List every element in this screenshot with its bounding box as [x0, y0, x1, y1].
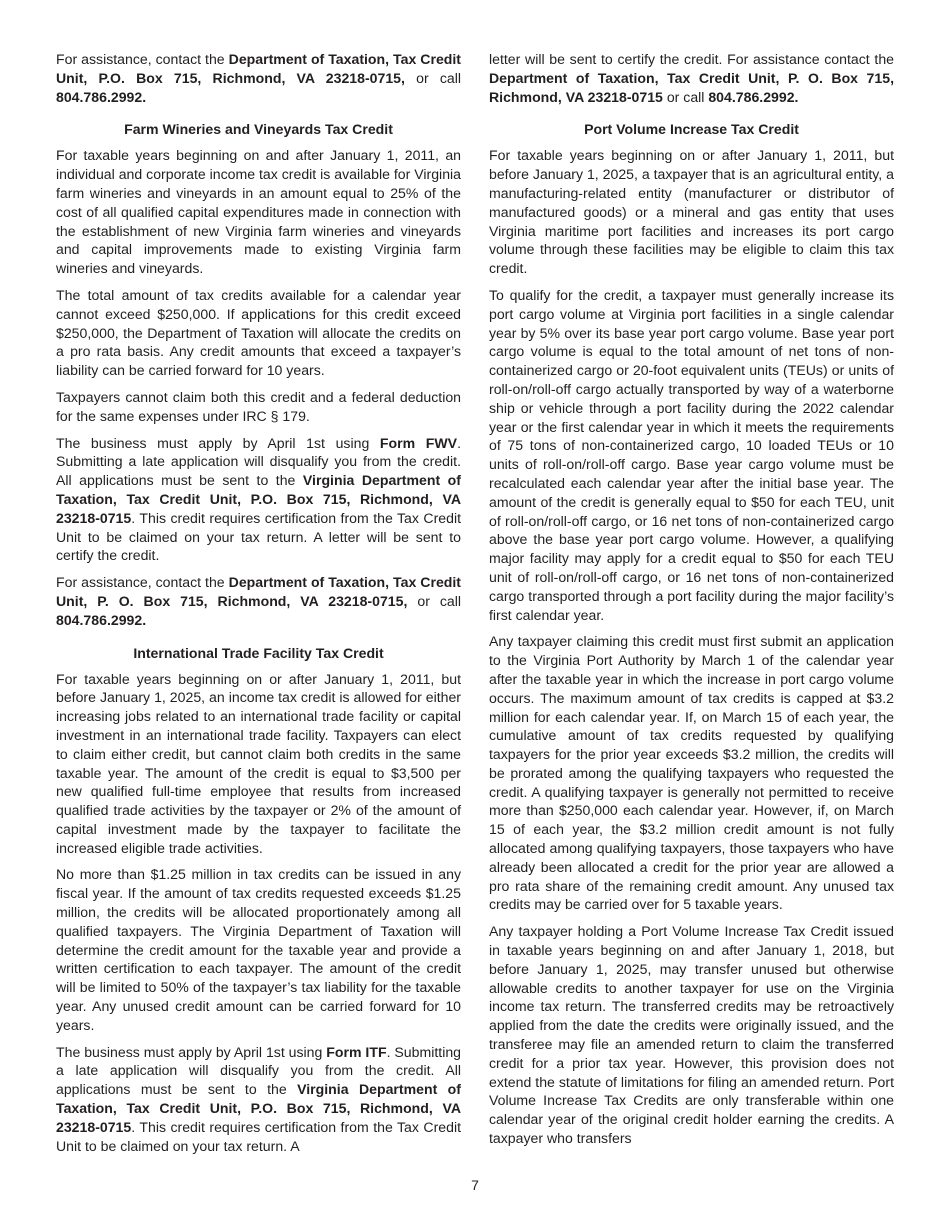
- paragraph: For taxable years beginning on and after January 1, 2011, an individual and corporate income tax credit is available for Virginia farm wineries and vineyards in an amount equal to 25% of the cost of all qualified capital expenditures made in connection with the establishment of new Virginia farm wineries and vineyards and capital improvements made to existing Virginia farm wineries and vineyards.: [56, 147, 461, 277]
- left-column: [56, 50, 461, 1163]
- section-heading-farm-wineries: Farm Wineries and Vineyards Tax Credit: [124, 121, 393, 138]
- page-number: 7: [471, 1177, 479, 1193]
- paragraph: The business must apply by April 1st using Form FWV. Submitting a late application will disqualify you from the credit. All applications must be sent to the Virginia Department of Taxation, Tax Credit Unit, P.O. Box 715, Richmond, VA 23218-0715. This credit requires certification from the Tax Credit Unit to be claimed on your tax return. A letter will be sent to certify the credit.: [56, 434, 461, 564]
- right-column: [489, 50, 894, 1156]
- paragraph: For taxable years beginning on or after January 1, 2011, but before January 1, 2025, a taxpayer that is an agricultural entity, a manufacturing-related entity (manufacturer or distributor of manufactured goods) or a mineral and gas entity that uses Virginia maritime port facilities and increases its port cargo volume through these facilities may be eligible to claim this tax credit.: [489, 147, 894, 277]
- paragraph: No more than $1.25 million in tax credits can be issued in any fiscal year. If the amount of tax credits requested exceeds $1.25 million, the credits will be allocated proportionately among all qualified taxpayers. The Virginia Department of Taxation will determine the credit amount for the taxable year and provide a written certification to each taxpayer. The amount of the credit will be limited to 50% of the taxpayer’s tax liability for the taxable year. Any unused credit amount can be carried forward for 10 years.: [56, 866, 461, 1033]
- paragraph: Any taxpayer claiming this credit must first submit an application to the Virginia Port Authority by March 1 of the calendar year after the taxable year in which the increase in port cargo volume occurs. The maximum amount of tax credits is capped at $3.2 million for each calendar year. If, on March 15 of each year, the cumulative amount of tax credits requested by qualifying taxpayers for the prior year exceeds $3.2 million, the credits will be prorated among the qualifying taxpayers who requested the credit. A qualifying taxpayer is generally not permitted to receive more than $250,000 each calendar year. However, if, on March 15 of each year, the $3.2 million credit amount is not fully allocated among qualifying taxpayers, those taxpayers who have already been allocated a credit for the prior year are allowed a pro rata share of the remaining credit amount. Any unused tax credits may be carried over for 5 taxable years.: [489, 633, 894, 913]
- paragraph: To qualify for the credit, a taxpayer must generally increase its port cargo volume at Virginia port facilities in a single calendar year by 5% over its base year port cargo volume. Base year port cargo volume is equal to the total amount of net tons of non-containerized cargo or 20-foot equivalent units (TEUs) or units of roll-on/roll-off cargo actually transported by way of a waterborne ship or vehicle through a port facility during the 2022 calendar year or the first calendar year in which it meets the requirements of 75 tons of non-containerized cargo, 10 loaded TEUs or 10 units of roll-on/roll-off cargo. Base year cargo volume must be recalculated each calendar year after the initial base year. The amount of the credit is generally equal to $50 for each TEU, unit of roll-on/roll-off cargo, or 16 net tons of non-containerized cargo above the base year port cargo volume. However, a qualifying major facility may apply for a credit equal to $50 for each TEU unit of roll-on/roll-off cargo, or 16 net tons of non-containerized cargo transported through a port facility during the major facility’s first calendar year.: [489, 286, 894, 623]
- paragraph: The business must apply by April 1st using Form ITF. Submitting a late application will disqualify you from the credit. All applications must be sent to the Virginia Department of Taxation, Tax Credit Unit, P.O. Box 715, Richmond, VA 23218-0715. This credit requires certification from the Tax Credit Unit to be claimed on your tax return. A: [56, 1043, 461, 1154]
- assistance-paragraph: For assistance, contact the Department of Taxation, Tax Credit Unit, P.O. Box 715, Richmond, VA 23218-0715, or call 804.786.2992.: [56, 51, 461, 105]
- section-heading-international-trade: International Trade Facility Tax Credit: [133, 644, 384, 661]
- assistance-paragraph: For assistance, contact the Department of Taxation, Tax Credit Unit, P. O. Box 715, Richmond, VA 23218-0715, or call 804.786.2992.: [56, 574, 461, 628]
- paragraph: Taxpayers cannot claim both this credit and a federal deduction for the same expenses under IRC § 179.: [56, 388, 461, 424]
- paragraph: The total amount of tax credits available for a calendar year cannot exceed $250,000. If applications for this credit exceed $250,000, the Department of Taxation will allocate the credits on a pro rata basis. Any credit amounts that exceed a taxpayer’s liability can be carried forward for 10 years.: [56, 286, 461, 379]
- section-heading-port-volume: Port Volume Increase Tax Credit: [584, 121, 799, 138]
- paragraph: For taxable years beginning on or after January 1, 2011, but before January 1, 2025, an income tax credit is allowed for either increasing jobs related to an international trade facility or capital investment in an international trade facility. Taxpayers can elect to claim either credit, but cannot claim both credits in the same taxable year. The amount of the credit is equal to $3,500 per new qualified full-time employee that results from increased qualified trade activities by the taxpayer or 2% of the amount of capital investment made by the taxpayer to facilitate the increased eligible trade activities.: [56, 670, 461, 856]
- assistance-paragraph: letter will be sent to certify the credit. For assistance contact the Department of Taxation, Tax Credit Unit, P. O. Box 715, Richmond, VA 23218-0715 or call 804.786.2992.: [489, 51, 894, 105]
- paragraph: Any taxpayer holding a Port Volume Increase Tax Credit issued in taxable years beginning on and after January 1, 2018, but before January 1, 2025, may transfer unused but otherwise allowable credits to another taxpayer for use on the Virginia income tax return. The transferred credits may be retroactively applied from the date the credits were originally issued, and the transferee may file an amended return to claim the transferred credit for a prior tax year. However, this provision does not extend the statute of limitations for filing an amended return. Port Volume Increase Tax Credits are only transferable within one calendar year of the original credit holder earning the credits. A taxpayer who transfers: [489, 923, 894, 1147]
